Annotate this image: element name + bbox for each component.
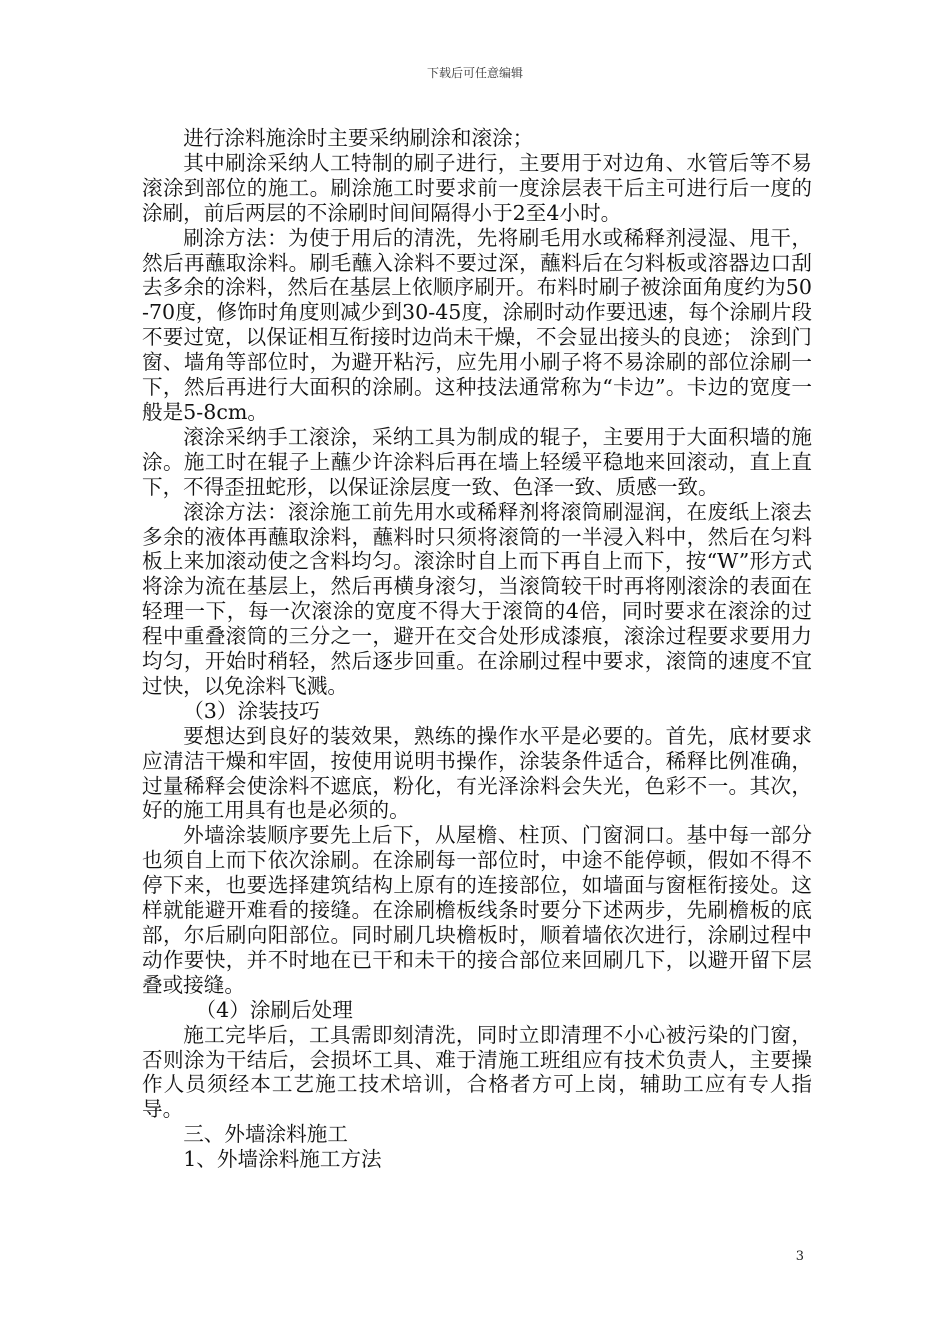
paragraph: 施工完毕后，工具需即刻清洗，同时立即清理不小心被污染的门窗，否则涂为干结后，会损坏工具、难于清施工班组应有技术负责人，主要操作人员须经本工艺施工技术培训，合格者方可上岗，辅助工应有专人指导。 <box>142 1022 812 1122</box>
section-heading: （4）涂刷后处理 <box>195 997 353 1022</box>
section-heading: 三、外墙涂料施工 <box>183 1122 348 1147</box>
body-text <box>142 126 812 1172</box>
page-header: 下载后可任意编辑 <box>426 66 523 80</box>
paragraph: 滚涂采纳手工滚涂，采纳工具为制成的辊子，主要用于大面积墙的施涂。施工时在辊子上蘸少许涂料后再在墙上轻缓平稳地来回滚动，直上直下，不得歪扭蛇形，以保证涂层度一致、色泽一致、质感一致。 <box>142 424 812 499</box>
paragraph: 刷涂方法：为使于用后的清洗，先将刷毛用水或稀释剂浸湿、甩干，然后再蘸取涂料。刷毛蘸入涂料不要过深，蘸料后在匀料板或溶器边口刮去多余的涂料，然后在基层上依顺序刷开。布料时刷子被涂面角度约为50-70度，修饰时角度则减少到30-45度，涂刷时动作要迅速，每个涂刷片段不要过宽，以保证相互衔接时边尚未干燥，不会显出接头的良迹； 涂到门窗、墙角等部位时，为避开粘污，应先用小刷子将不易涂刷的部位涂刷一下，然后再进行大面积的涂刷。这种技法通常称为“卡边”。卡边的宽度一般是5-8cm。 <box>142 225 812 424</box>
page-number: 3 <box>795 1249 804 1264</box>
paragraph: 要想达到良好的装效果，熟练的操作水平是必要的。首先，底材要求应清洁干燥和牢固，按使用说明书操作，涂装条件适合，稀释比例准确，过量稀释会使涂料不遮底，粉化，有光泽涂料会失光，色彩不一。其次，好的施工用具有也是必须的。 <box>142 723 812 823</box>
section-heading: 1、外墙涂料施工方法 <box>183 1147 382 1172</box>
paragraph: 进行涂料施涂时主要采纳刷涂和滚涂； <box>183 126 534 150</box>
paragraph: 其中刷涂采纳人工特制的刷子进行，主要用于对边角、水管后等不易滚涂到部位的施工。刷涂施工时要求前一度涂层表干后主可进行后一度的涂刷，前后两层的不涂刷时间间隔得小于2至4小时。 <box>142 150 812 225</box>
paragraph: 外墙涂装顺序要先上后下，从屋檐、柱顶、门窗洞口。基中每一部分也须自上而下依次涂刷。在涂刷每一部位时，中途不能停顿，假如不得不停下来，也要选择建筑结构上原有的连接部位，如墙面与窗框衔接处。这样就能避开难看的接缝。在涂刷檐板线条时要分下述两步，先刷檐板的底部，尔后刷向阳部位。同时刷几块檐板时，顺着墙依次进行，涂刷过程中动作要快，并不时地在已干和未干的接合部位来回刷几下，以避开留下层叠或接缝。 <box>142 823 812 997</box>
paragraph: 滚涂方法：滚涂施工前先用水或稀释剂将滚筒刷湿润，在废纸上滚去多余的液体再蘸取涂料，蘸料时只须将滚筒的一半浸入料中，然后在匀料板上来加滚动使之含料均匀。滚涂时自上而下再自上而下，按“W”形方式将涂为流在基层上，然后再横身滚匀，当滚筒较干时再将刚滚涂的表面在轻理一下，每一次滚涂的宽度不得大于滚筒的4倍，同时要求在滚涂的过程中重叠滚筒的三分之一，避开在交合处形成漆痕，滚涂过程要求要用力均匀，开始时稍轻，然后逐步回重。在涂刷过程中要求，滚筒的速度不宜过快，以免涂料飞溅。 <box>142 499 812 698</box>
section-heading: （3）涂装技巧 <box>183 698 320 723</box>
